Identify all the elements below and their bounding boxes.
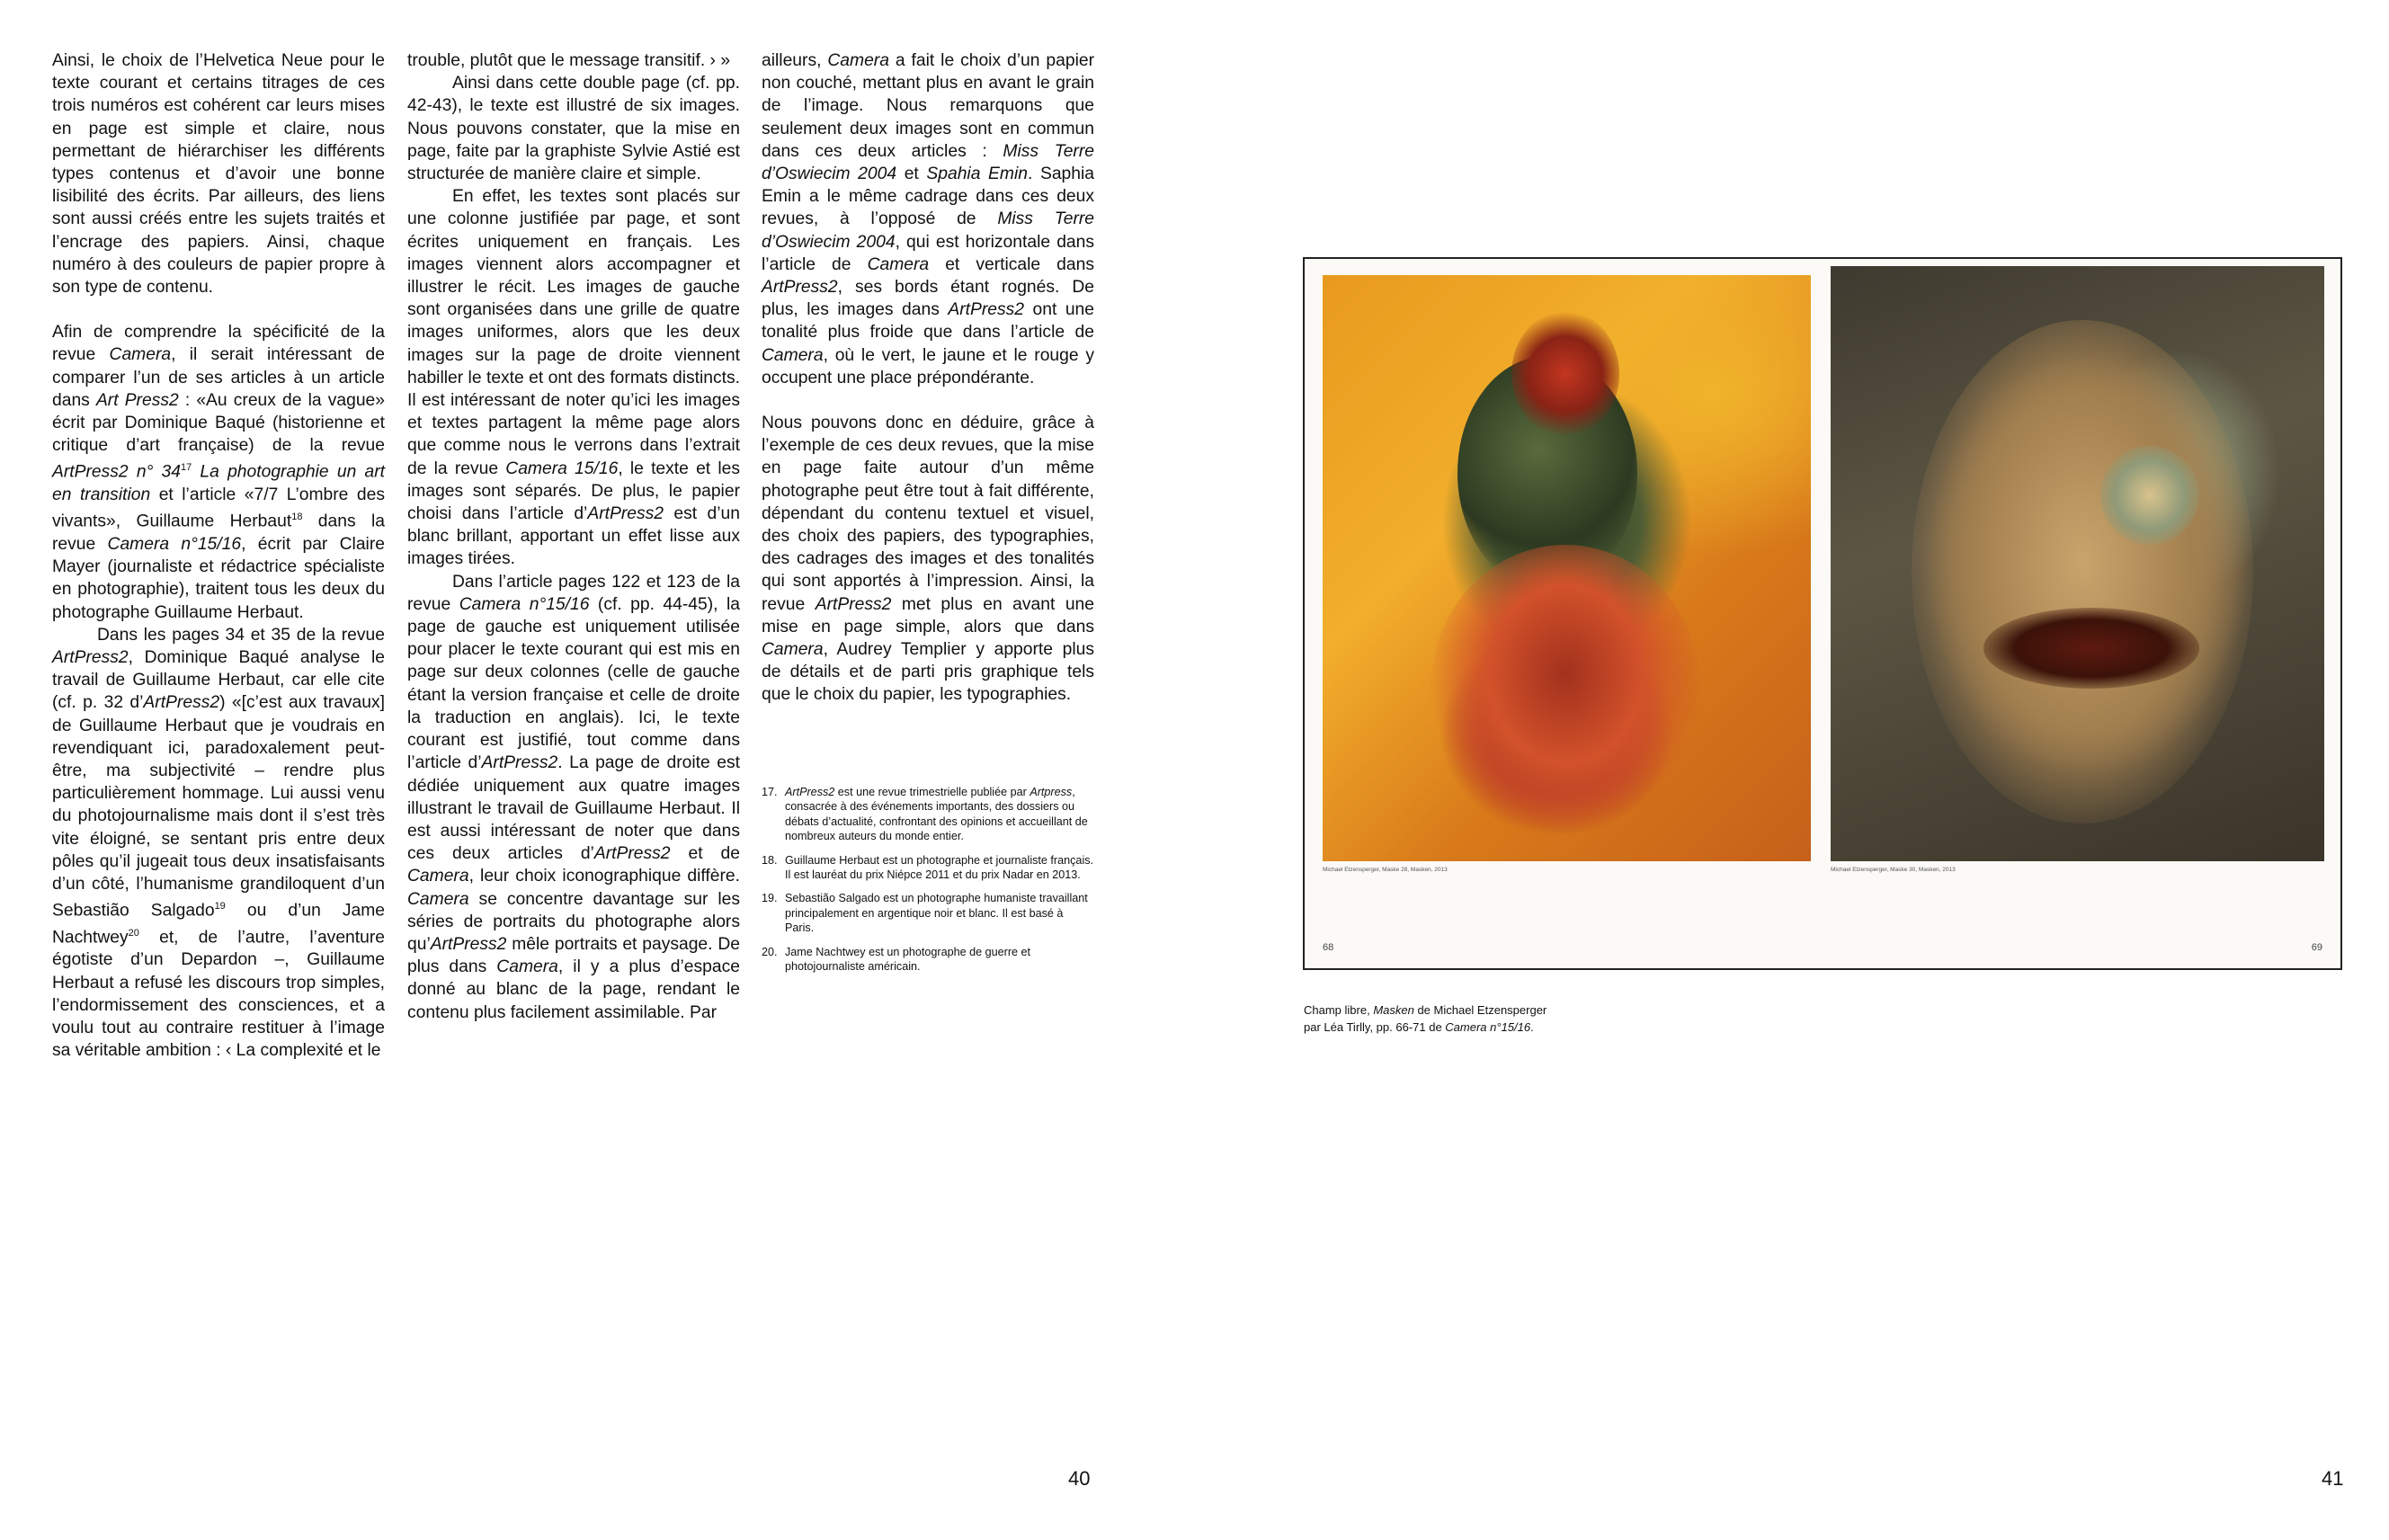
caption-line: par Léa Tirlly, pp. 66-71 de Camera n°15/16. — [1304, 1020, 1534, 1034]
footnote-text: Guillaume Herbaut est un photographe et journaliste français. Il est lauréat du prix Niépce 2011 et du prix Nadar en 2013. — [785, 853, 1094, 882]
photo-credit: Michael Etzensperger, Maske 28, Masken, 2013 — [1323, 867, 1448, 873]
paragraph: Dans l’article pages 122 et 123 de la revue Camera n°15/16 (cf. pp. 44-45), la page de gauche est uniquement utilisée pour placer le texte courant qui est mis en page sur deux colonnes (celle de gauche étant la version française et celle de droite la traduction en anglais). Ici, le texte courant est justifié, tout comme dans l’article d’ArtPress2. La page de droite est dédiée uniquement aux quatre images illustrant le travail de Guillaume Herbaut. Il est aussi intéressant de noter que dans ces deux articles d’ArtPress2 et de Camera, leur choix iconographique diffère. Camera se concentre davantage sur les séries de portraits du photographe alors qu’ArtPress2 mêle portraits et paysage. De plus dans Camera, il y a plus d’espace donné au blanc de la page, rendant le contenu plus facilement assimilable. Par — [407, 572, 740, 1022]
paragraph: ailleurs, Camera a fait le choix d’un papier non couché, mettant plus en avant le grain de l’image. Nous remarquons que seulement deux images sont en commun dans ces deux articles : Miss Terre d’Oswiecim 2004 et Spahia Emin. Saphia Emin a le même cadrage dans ces deux revues, à l’opposé de Miss Terre d’Oswiecim 2004, qui est horizontale dans l’article de Camera et verticale dans ArtPress2, ses bords étant rognés. De plus, les images dans ArtPress2 ont une tonalité plus froide que dans l’article de Camera, où le vert, le jaune et le rouge y occupent une place prépondérante. — [762, 51, 1095, 387]
footnote-ref[interactable]: 17 — [180, 462, 192, 474]
footnote — [762, 785, 1094, 844]
paragraph: Ainsi dans cette double page (cf. pp. 42-43), le texte est illustré de six images. Nous pouvons constater, que la mise en page, faite par la graphiste Sylvie Astié est structurée de manière claire et simple. — [407, 74, 740, 184]
footnote-number: 19. — [762, 892, 778, 905]
spread-page-number: 69 — [2311, 942, 2322, 953]
caption-line: Champ libre, Masken de Michael Etzensperger — [1304, 1003, 1547, 1017]
photo-credit: Michael Etzensperger, Maske 30, Masken, 2013 — [1831, 867, 1956, 873]
footnote-ref[interactable]: 19 — [214, 901, 226, 912]
text-column-2 — [407, 49, 740, 1024]
image-caption — [1304, 1001, 1547, 1036]
footnotes — [762, 785, 1094, 983]
text-column-1 — [52, 49, 385, 1062]
mask-shape — [1431, 545, 1700, 832]
footnote-ref[interactable]: 20 — [128, 927, 139, 939]
mask-shape — [2100, 446, 2199, 545]
paragraph: Nous pouvons donc en déduire, grâce à l’exemple de ces deux revues, que la mise en page faite autour d’un même photographe peut être tout à fait différente, dépendant du contenu textuel et visuel, des choix des papiers, des typographies, des cadrages des images et des tonalités qui sont apportés à l’impression. Ainsi, la revue ArtPress2 met plus en avant une mise en page simple, alors que dans Camera, Audrey Templier y apporte plus de détails et de parti pris graphique tels que le choix du papier, les typographies. — [762, 414, 1094, 705]
footnote-number: 18. — [762, 853, 778, 867]
mask-photo-right — [1831, 266, 2324, 861]
paragraph: Ainsi, le choix de l’Helvetica Neue pour le texte courant et certains titrages de ces trois numéros est cohérent car leurs mises en page est simple et claire, nous permettant de hiérarchiser les différents types contenus et d’avoir une bonne lisibilité des écrits. Par ailleurs, des liens sont aussi créés entre les sujets traités et l’encrage des papiers. Ainsi, chaque numéro à des couleurs de papier propre à son type de contenu. — [52, 51, 385, 298]
page-number: 41 — [2322, 1467, 2344, 1490]
paragraph: En effet, les textes sont placés sur une colonne justifiée par page, et sont écrites uniquement en français. Les images viennent alors accompagner et illustrer le récit. Les images de gauche sont organisées dans une grille de quatre images uniformes, alors que les deux images sur la page de droite viennent habiller le texte et ont des formats distincts. Il est intéressant de noter qu’ici les images et textes partagent la même page alors que comme nous le verrons dans l’extrait de la revue Camera 15/16, le texte et les images sont séparés. De plus, le papier choisi dans l’article d’ArtPress2 est d’un blanc brillant, apportant un effet lisse aux images tirées. — [407, 187, 740, 569]
mask-shape — [1983, 608, 2199, 689]
magazine-spread-image — [1303, 257, 2342, 970]
paragraph: Dans les pages 34 et 35 de la revue ArtPress2, Dominique Baqué analyse le travail de Guillaume Herbaut, car elle cite (cf. p. 32 d’ArtPress2) «[c’est aux travaux] de Guillaume Herbaut que je voudrais en revendiquant ici, paradoxalement peut-être, ma subjectivité – rendre plus particulièrement hommage. Lui aussi venu du photojournalisme mais dont il s’est très vite éloigné, se sentant pris entre deux pôles qu’il jugeait tous deux insatisfaisants d’un côté, l’humanisme grandiloquent d’un Sebastião Salgado$^{19}$ ou d’un Jame Nachtwey$^{20}$ et, de l’autre, l’aventure égotiste d’un Depardon –, Guillaume Herbaut a refusé les discours trop simples, l’endormissement des consciences, et a voulu tout au contraire restituer à l’image sa véritable ambition : ‹ La complexité et le — [52, 625, 385, 1061]
paragraph: trouble, plutôt que le message transitif. › » — [407, 51, 731, 70]
paragraph: Afin de comprendre la spécificité de la revue Camera, il serait intéressant de comparer l’un de ses articles à un article dans Art Press2 : «Au creux de la vague» écrit par Dominique Baqué (historienne et critique d’art française) de la revue ArtPress2 n° $34^{17}$ La photographie un art en transition et l’article «7/7 L’ombre des vivants», Guillaume Herbaut$^{18}$ dans la revue Camera n°15/16, écrit par Claire Mayer (journaliste et rédactrice spécialiste en photographie), traitent tous les deux du photographe Guillaume Herbaut. — [52, 323, 386, 622]
footnote-number: 20. — [762, 945, 778, 958]
spread-page-number: 68 — [1323, 942, 1334, 953]
footnote — [762, 891, 1094, 935]
footnote — [762, 945, 1094, 975]
footnote-text: Sebastião Salgado est un photographe humaniste travaillant principalement en argentique noir et blanc. Il est basé à Paris. — [785, 892, 1088, 935]
mask-shape — [1511, 311, 1619, 437]
page-number: 40 — [1068, 1467, 1091, 1490]
footnote-number: 17. — [762, 786, 778, 798]
footnote-text: Jame Nachtwey est un photographe de guerre et photojournaliste américain. — [785, 945, 1031, 974]
mask-photo-left — [1323, 275, 1811, 861]
footnote-text: ArtPress2 est une revue trimestrielle publiée par Artpress, consacrée à des événements importants, des dossiers ou débats d’actualité, confrontant des opinions et accueillant de nombreux auteurs du monde entier. — [785, 786, 1088, 843]
footnote — [762, 853, 1094, 883]
footnote-ref[interactable]: 18 — [291, 512, 303, 523]
mask-shape — [1912, 320, 2253, 823]
text-column-3 — [762, 49, 1094, 707]
